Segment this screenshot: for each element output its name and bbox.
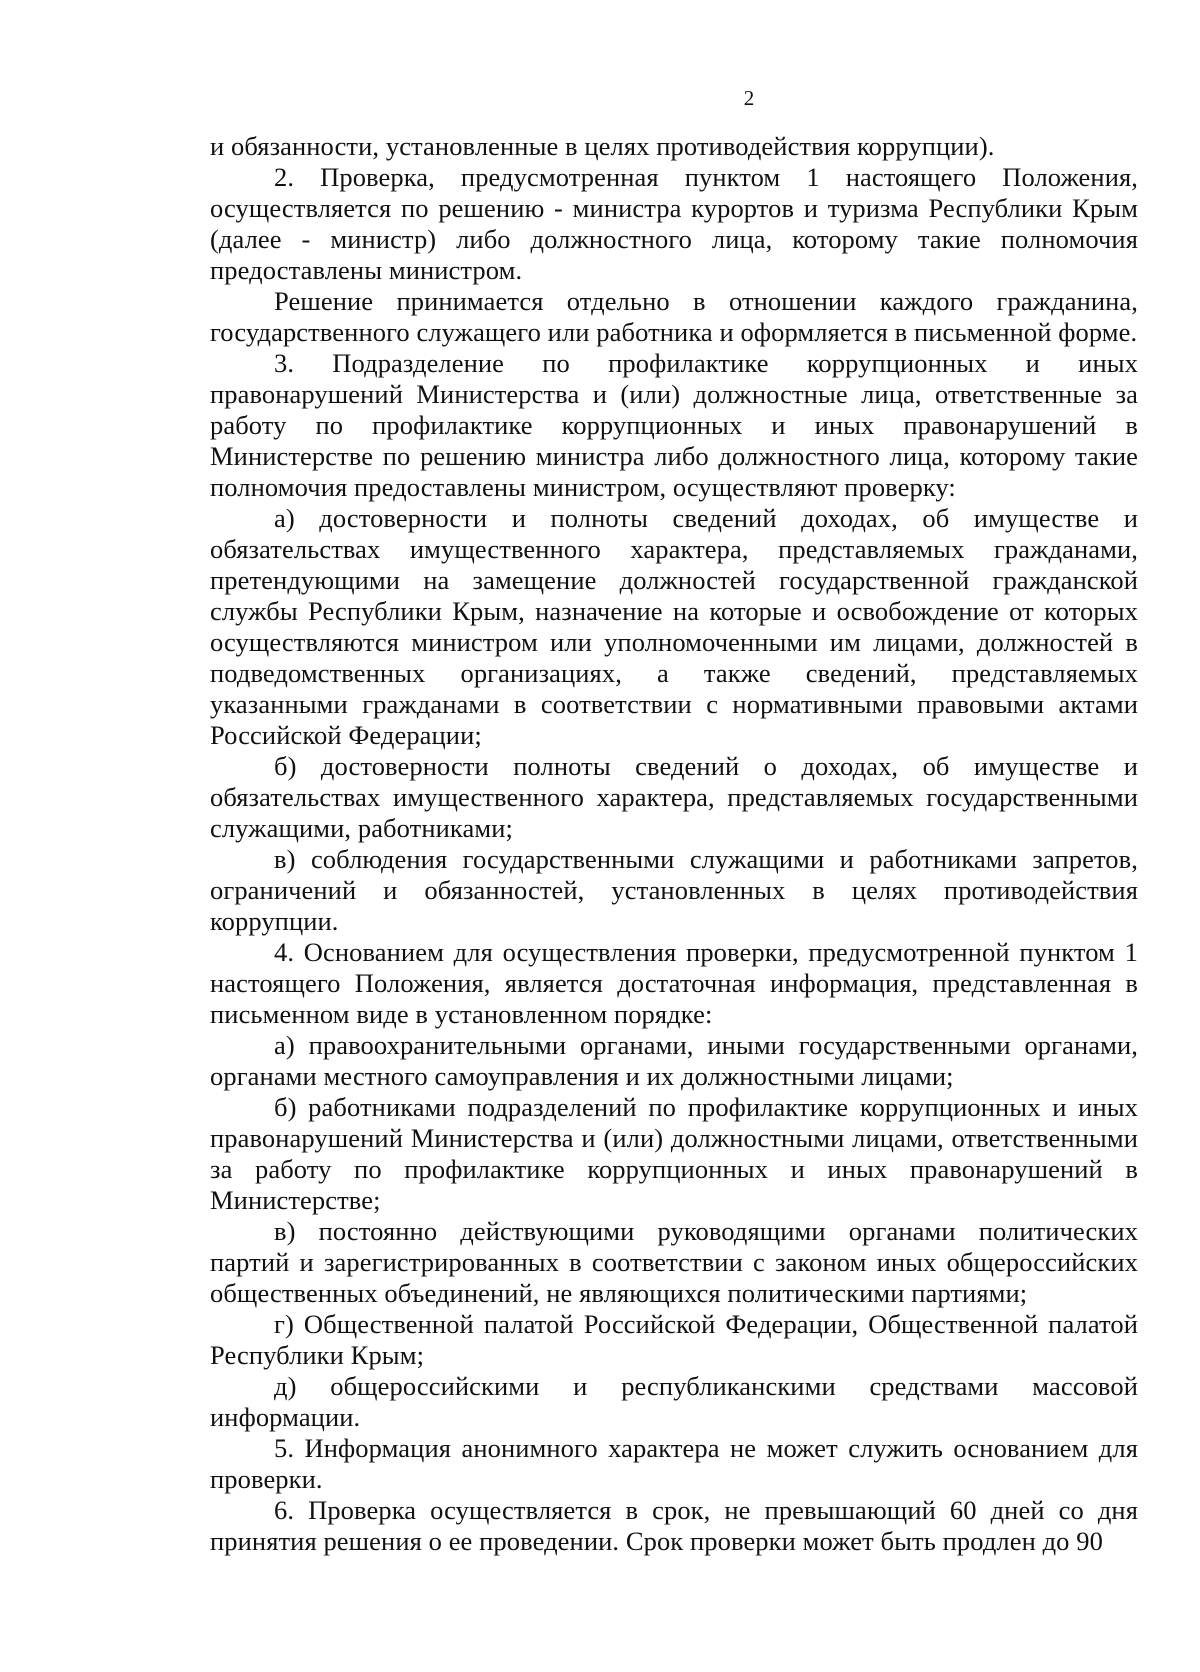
paragraph: а) достоверности и полноты сведений доходах, об имуществе и обязательствах имущественного характера, представляемых гражданами, претендующими на замещение должностей государственной гражданской службы Республики Крым, назначение на которые и освобождение от которых осуществляются министром или уполномоченными им лицами, должностей в подведомственных организациях, а также сведений, представляемых указанными гражданами в соответствии с нормативными правовыми актами Российской Федерации; — [210, 503, 1138, 750]
paragraph: б) достоверности полноты сведений о доходах, об имуществе и обязательствах имущественного характера, представляемых государственными служащими, работниками; — [210, 751, 1138, 843]
paragraph: в) постоянно действующими руководящими органами политических партий и зарегистрированных в соответствии с законом иных общероссийских общественных объединений, не являющихся политическими партиями; — [210, 1216, 1138, 1308]
paragraph: 2. Проверка, предусмотренная пунктом 1 настоящего Положения, осуществляется по решению - министра курортов и туризма Республики Крым (далее - министр) либо должностного лица, которому такие полномочия предоставлены министром. — [210, 162, 1138, 285]
paragraph: 3. Подразделение по профилактике коррупционных и иных правонарушений Министерства и (или) должностные лица, ответственные за работу по профилактике коррупционных и иных правонарушений в Министерстве по решению министра либо должностного лица, которому такие полномочия предоставлены министром, осуществляют проверку: — [210, 348, 1138, 502]
paragraph: г) Общественной палатой Российской Федерации, Общественной палатой Республики Крым; — [210, 1309, 1138, 1370]
document-body — [210, 131, 1138, 1557]
page-number: 2 — [743, 86, 755, 110]
paragraph: и обязанности, установленные в целях противодействия коррупции). — [210, 131, 995, 161]
paragraph: в) соблюдения государственными служащими и работниками запретов, ограничений и обязанностей, установленных в целях противодействия коррупции. — [210, 844, 1138, 936]
paragraph: 5. Информация анонимного характера не может служить основанием для проверки. — [210, 1433, 1138, 1494]
paragraph: а) правоохранительными органами, иными государственными органами, органами местного самоуправления и их должностными лицами; — [210, 1030, 1138, 1091]
paragraph: 6. Проверка осуществляется в срок, не превышающий 60 дней со дня принятия решения о ее проведении. Срок проверки может быть продлен до 90 — [210, 1495, 1138, 1556]
paragraph: 4. Основанием для осуществления проверки, предусмотренной пунктом 1 настоящего Положения, является достаточная информация, представленная в письменном виде в установленном порядке: — [210, 937, 1138, 1029]
paragraph: б) работниками подразделений по профилактике коррупционных и иных правонарушений Министерства и (или) должностными лицами, ответственными за работу по профилактике коррупционных и иных правонарушений в Министерстве; — [210, 1092, 1138, 1215]
paragraph: д) общероссийскими и республиканскими средствами массовой информации. — [210, 1371, 1138, 1432]
paragraph: Решение принимается отдельно в отношении каждого гражданина, государственного служащего или работника и оформляется в письменной форме. — [210, 286, 1138, 347]
